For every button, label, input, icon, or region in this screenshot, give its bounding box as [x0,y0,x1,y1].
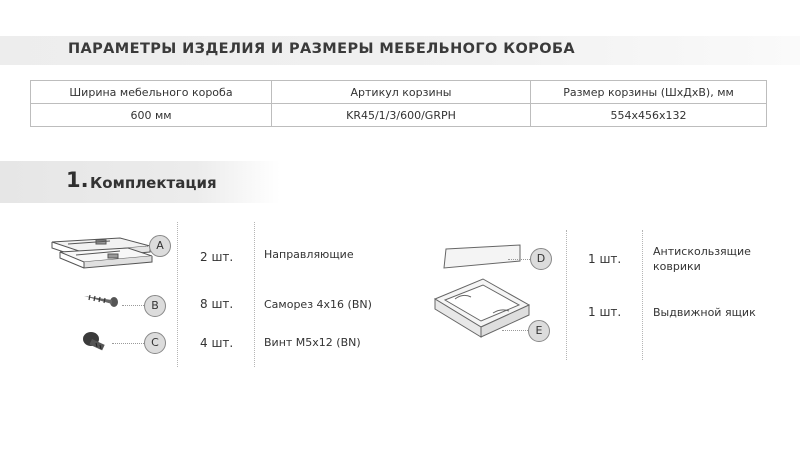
item-qty-c: 4 шт. [200,336,234,350]
params-header-band [0,36,800,65]
params-table [30,80,767,127]
leader-line [508,259,530,260]
leader-line [502,330,528,331]
item-letter-a: A [149,235,171,257]
kit-title: Комплектация [90,174,217,192]
leader-line [112,343,144,344]
item-name-d: Антискользящие коврики [653,245,751,273]
item-letter-c: C [144,332,166,354]
wood-screw-icon [80,290,120,310]
table-header-cell: Ширина мебельного короба [31,81,272,104]
table-header-row [31,81,767,104]
params-title: ПАРАМЕТРЫ ИЗДЕЛИЯ И РАЗМЕРЫ МЕБЕЛЬНОГО КОРОБА [68,41,576,57]
item-qty-d: 1 шт. [588,252,622,266]
table-header-cell: Размер корзины (ШхДхВ), мм [531,81,767,104]
item-qty-e: 1 шт. [588,305,622,319]
table-cell: 554x456x132 [531,104,767,127]
column-divider [566,230,567,360]
kit-header-band [0,161,280,203]
machine-screw-icon [82,330,110,352]
column-divider [177,222,178,367]
table-header-cell: Артикул корзины [272,81,531,104]
anti-slip-mat-icon [440,243,526,273]
item-letter-e: E [528,320,550,342]
item-letter-b: B [144,295,166,317]
item-qty-a: 2 шт. [200,250,234,264]
item-qty-b: 8 шт. [200,297,234,311]
item-name-a: Направляющие [264,248,354,261]
table-row [31,104,767,127]
item-name-e: Выдвижной ящик [653,306,756,319]
item-name-c: Винт М5х12 (BN) [264,336,361,349]
item-name-b: Саморез 4х16 (BN) [264,298,372,311]
column-divider [254,222,255,367]
column-divider [642,230,643,360]
table-cell: 600 мм [31,104,272,127]
item-letter-d: D [530,248,552,270]
section-number: 1. [66,168,89,192]
leader-line [122,305,144,306]
table-cell: KR45/1/3/600/GRPH [272,104,531,127]
drawer-box-icon [433,275,533,345]
drawer-slide-rail-icon [50,230,155,274]
